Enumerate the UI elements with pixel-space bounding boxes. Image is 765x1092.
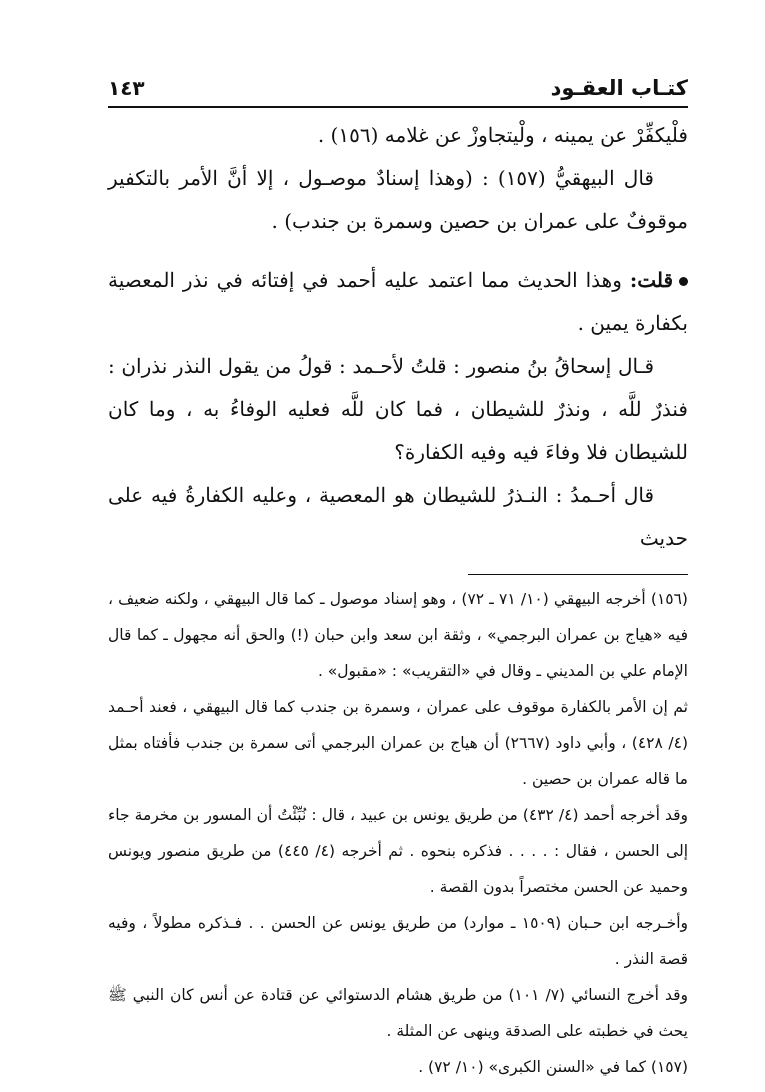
bullet-icon	[679, 277, 688, 286]
footnote-156: (١٥٦) أخرجه البيهقي (١٠/ ٧١ ـ ٧٢) ، وهو إسناد موصول ـ كما قال البيهقي ، ولكنه ضعيف ، فيه «هياج بن عمران البرجمي» ، وثقة ابن سعد وابن حبان (!) والحق أنه مجهول ـ كما قال الإمام علي بن المديني ـ وقال في «التقريب» : «مقبول» .	[108, 590, 688, 680]
paragraph-3-text: وهذا الحديث مما اعتمد عليه أحمد في إفتائه في نذر المعصية بكفارة يمين .	[108, 268, 688, 335]
footnote-156-cont-4: وقد أخرج النسائي (٧/ ١٠١) من طريق هشام الدستوائي عن قتادة عن أنس كان النبي ﷺ يحث في خطبته على الصدقة وينهى عن المثلة .	[108, 986, 688, 1040]
paragraph-2: قال البيهقيُّ (١٥٧) : (وهذا إسنادٌ موصـول ، إلا أنَّ الأمر بالتكفير موقوفٌ على عمران بن حصين وسمرة بن جندب) .	[108, 166, 688, 233]
main-text	[108, 114, 688, 560]
paragraph-3	[108, 259, 688, 345]
footnote-156-cont-3: وأخـرجه ابن حـبان (١٥٠٩ ـ موارد) من طريق يونس عن الحسن . . فـذكره مطولاً ، وفيه قصة النذر .	[108, 914, 688, 968]
paragraph-1: فلْيكفِّرْ عن يمينه ، ولْيتجاوزْ عن غلامه (١٥٦) .	[317, 123, 688, 147]
footnotes	[108, 581, 688, 1085]
running-header	[108, 72, 688, 108]
footnote-separator	[468, 574, 688, 575]
paragraph-5: قال أحـمدُ : النـذرُ للشيطان هو المعصية ، وعليه الكفارةُ فيه على حديث	[108, 483, 688, 550]
footnote-156-cont-2: وقد أخرجه أحمد (٤/ ٤٣٢) من طريق يونس بن عبيد ، قال : نُبِّئْتُ أن المسور بن مخرمة جاء إلى الحسن ، فقال : . . . . فذكره بنحوه . ثم أخرجه (٤/ ٤٤٥) من طريق منصور ويونس وحميد عن الحسن مختصراً بدون القصة .	[108, 806, 689, 896]
book-title: كتـاب العقـود	[550, 76, 688, 100]
qultu-label: قلت:	[629, 268, 674, 292]
footnote-156-cont-1: ثم إن الأمر بالكفارة موقوف على عمران ، وسمرة بن جندب كما قال البيهقي ، فعند أحـمد (٤/ ٤٢٨) ، وأبي داود (٢٦٦٧) أن هياج بن عمران البرجمي أتى سمرة بن جندب فأفتاه بمثل ما قاله عمران بن حصين .	[108, 698, 688, 788]
book-page	[108, 72, 688, 1085]
paragraph-4: قـال إسحاقُ بنُ منصور : قلتُ لأحـمد : قولُ من يقول النذر نذران : فنذرٌ للَّه ، ونذرٌ للشيطان ، فما كان للَّه فعليه الوفاءُ به ، وما كان للشيطان فلا وفاءَ فيه وفيه الكفارة؟	[108, 354, 688, 464]
footnote-157: (١٥٧) كما في «السنن الكبرى» (١٠/ ٧٢) .	[418, 1058, 688, 1076]
page-number: ١٤٣	[108, 76, 145, 100]
